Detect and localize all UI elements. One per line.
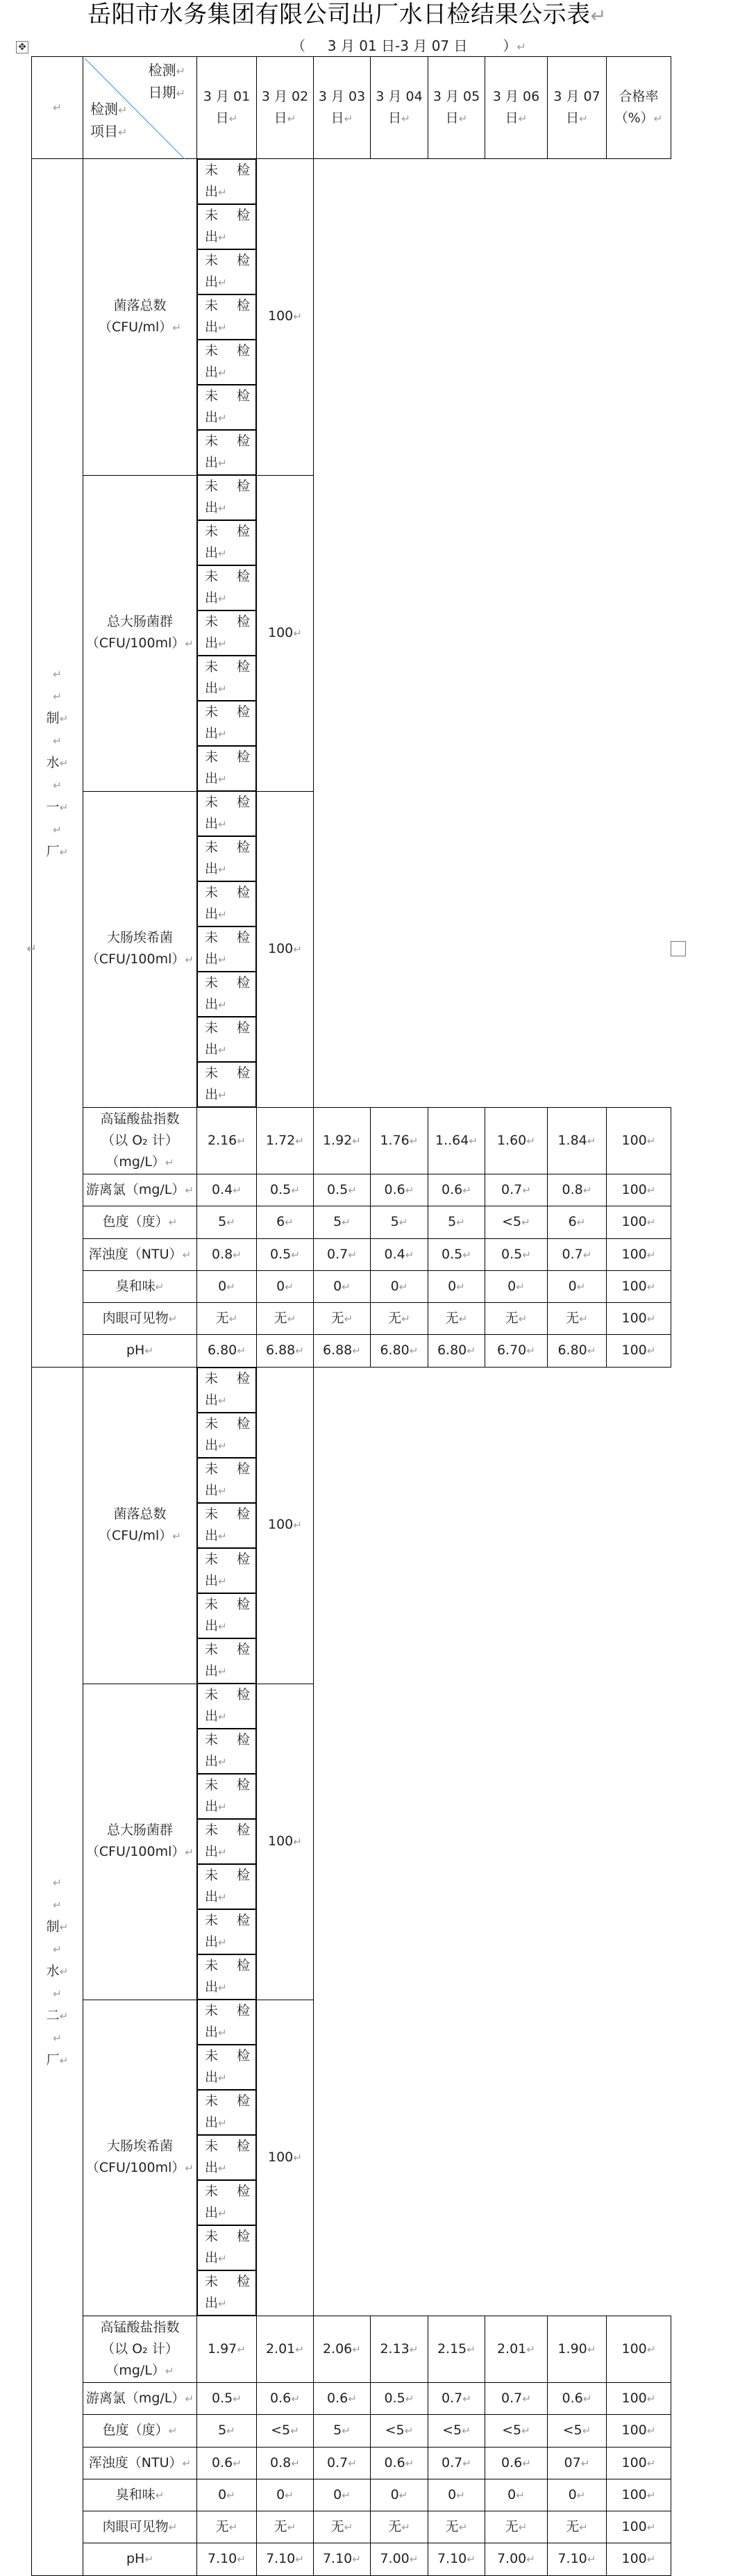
pass-rate-header: 合格率 （%）↵ xyxy=(607,57,671,159)
table-row xyxy=(32,1368,671,1684)
table-row xyxy=(32,2415,671,2448)
pass-rate-cell: 100↵ xyxy=(607,1303,671,1335)
table-resize-handle-icon[interactable] xyxy=(671,941,686,956)
value-cell: 0↵ xyxy=(428,1271,485,1303)
item-name-cell: pH↵ xyxy=(83,1335,197,1368)
value-cell: 5↵ xyxy=(197,2415,257,2448)
pass-rate-cell: 100↵ xyxy=(257,475,314,791)
item-name-cell: 浑浊度（NTU）↵ xyxy=(83,1239,197,1271)
value-cell: 0.5↵ xyxy=(257,1174,314,1206)
value-cell: 5↵ xyxy=(314,2415,371,2448)
item-name-cell: 菌落总数 （CFU/ml）↵ xyxy=(83,1368,197,1684)
value-cell: 未 检 出↵ xyxy=(197,791,256,836)
value-cell: 未 检 出↵ xyxy=(197,2270,256,2316)
value-cell: 无↵ xyxy=(548,2511,607,2543)
table-row xyxy=(32,2511,671,2543)
value-cell: 未 检 出↵ xyxy=(197,746,256,791)
value-cell: 0↵ xyxy=(197,1271,257,1303)
results-table xyxy=(31,56,671,2576)
pass-rate-cell: 100↵ xyxy=(257,1368,314,1684)
value-cell: 0↵ xyxy=(314,2479,371,2511)
value-cell: 0.7↵ xyxy=(428,2448,485,2479)
value-cell: 5↵ xyxy=(428,1206,485,1239)
item-name-cell: 肉眼可见物↵ xyxy=(83,1303,197,1335)
value-cell: 0.4↵ xyxy=(197,1174,257,1206)
date-header: 3 月 03 日↵ xyxy=(314,57,371,159)
diag-label-date: 检测↵ 日期↵ xyxy=(148,62,185,101)
value-cell: 无↵ xyxy=(371,2511,428,2543)
value-cell: 6.80↵ xyxy=(197,1335,257,1368)
date-header: 3 月 02 日↵ xyxy=(257,57,314,159)
value-cell: 7.00↵ xyxy=(485,2543,548,2576)
value-cell: 0↵ xyxy=(485,2479,548,2511)
value-cell: 1.84↵ xyxy=(548,1108,607,1174)
value-cell: 未 检 出↵ xyxy=(197,249,256,294)
value-cell: 2.15↵ xyxy=(428,2316,485,2383)
value-cell: 未 检 出↵ xyxy=(197,1548,256,1593)
value-cell: <5↵ xyxy=(257,2415,314,2448)
value-cell: 未 检 出↵ xyxy=(197,1819,256,1864)
value-cell: 未 检 出↵ xyxy=(197,1729,256,1774)
value-cell: <5↵ xyxy=(371,2415,428,2448)
value-cell: 1.92↵ xyxy=(314,1108,371,1174)
value-cell: 0.6↵ xyxy=(548,2383,607,2415)
value-cell: 未 检 出↵ xyxy=(197,2045,256,2090)
value-cell: 未 检 出↵ xyxy=(197,881,256,926)
value-cell: 0.5↵ xyxy=(257,1239,314,1271)
pass-rate-cell: 100↵ xyxy=(257,159,314,476)
pass-rate-cell: 100↵ xyxy=(607,2543,671,2576)
value-cell: 6.80↵ xyxy=(371,1335,428,1368)
value-cell: 7.10↵ xyxy=(428,2543,485,2576)
value-cell: 0↵ xyxy=(314,1271,371,1303)
value-cell: 0.6↵ xyxy=(428,1174,485,1206)
item-name-cell: 高锰酸盐指数 （以 O₂ 计） （mg/L）↵ xyxy=(83,2316,197,2383)
date-header: 3 月 04 日↵ xyxy=(371,57,428,159)
item-name-cell: 游离氯（mg/L）↵ xyxy=(83,1174,197,1206)
table-row xyxy=(32,475,671,791)
value-cell: 0↵ xyxy=(548,1271,607,1303)
value-cell: 未 检 出↵ xyxy=(197,1062,256,1107)
document-title: 岳阳市水务集团有限公司出厂水日检结果公示表↵ xyxy=(87,1,607,28)
value-cell: 未 检 出↵ xyxy=(197,1017,256,1062)
table-row xyxy=(32,1239,671,1271)
value-cell: 0↵ xyxy=(371,2479,428,2511)
value-cell: 0↵ xyxy=(548,2479,607,2511)
value-cell: 未 检 出↵ xyxy=(197,836,256,881)
item-name-cell: 臭和味↵ xyxy=(83,1271,197,1303)
value-cell: 未 检 出↵ xyxy=(197,1593,256,1638)
pass-rate-cell: 100↵ xyxy=(607,1271,671,1303)
pass-rate-cell: 100↵ xyxy=(607,2448,671,2479)
diag-label-item: 检测↵ 项目↵ xyxy=(90,101,128,140)
value-cell: 未 检 出↵ xyxy=(197,2225,256,2270)
value-cell: 0.5↵ xyxy=(314,1174,371,1206)
date-header: 3 月 07 日↵ xyxy=(548,57,607,159)
table-row xyxy=(32,2383,671,2415)
value-cell: 0.8↵ xyxy=(257,2448,314,2479)
value-cell: 无↵ xyxy=(485,2511,548,2543)
value-cell: 0.7↵ xyxy=(485,1174,548,1206)
value-cell: 1.97↵ xyxy=(197,2316,257,2383)
value-cell: 6↵ xyxy=(257,1206,314,1239)
value-cell: 未 检 出↵ xyxy=(197,2000,256,2045)
value-cell: 未 检 出↵ xyxy=(197,475,256,520)
pass-rate-cell: 100↵ xyxy=(607,1174,671,1206)
value-cell: 6.70↵ xyxy=(485,1335,548,1368)
value-cell: 未 检 出↵ xyxy=(197,1503,256,1548)
value-cell: 7.10↵ xyxy=(548,2543,607,2576)
plant-name-cell: ↵ ↵ 制↵ ↵ 水↵ ↵ 一↵ ↵ 厂↵ xyxy=(32,159,83,1368)
pass-rate-cell: 100↵ xyxy=(257,791,314,1108)
item-name-cell: 游离氯（mg/L）↵ xyxy=(83,2383,197,2415)
value-cell: 0.6↵ xyxy=(197,2448,257,2479)
value-cell: 0↵ xyxy=(257,1271,314,1303)
value-cell: 1.76↵ xyxy=(371,1108,428,1174)
item-name-cell: 总大肠菌群 （CFU/100ml）↵ xyxy=(83,475,197,791)
date-header: 3 月 01 日↵ xyxy=(197,57,257,159)
table-row xyxy=(32,2448,671,2479)
table-move-handle-icon[interactable]: ✥ xyxy=(16,41,28,53)
value-cell: 0.7↵ xyxy=(548,1239,607,1271)
table-row xyxy=(32,2479,671,2511)
value-cell: 0.8↵ xyxy=(197,1239,257,1271)
item-name-cell: 色度（度）↵ xyxy=(83,2415,197,2448)
plant-name-cell: ↵ ↵ 制↵ ↵ 水↵ ↵ 二↵ ↵ 厂↵ xyxy=(32,1368,83,2576)
value-cell: 7.10↵ xyxy=(197,2543,257,2576)
value-cell: 7.10↵ xyxy=(314,2543,371,2576)
table-row xyxy=(32,2316,671,2383)
table-row xyxy=(32,1271,671,1303)
value-cell: 0.6↵ xyxy=(257,2383,314,2415)
table-row xyxy=(32,1684,671,2000)
value-cell: 0.7↵ xyxy=(485,2383,548,2415)
pass-rate-cell: 100↵ xyxy=(607,1206,671,1239)
value-cell: 0↵ xyxy=(485,1271,548,1303)
value-cell: 无↵ xyxy=(485,1303,548,1335)
table-row xyxy=(32,2000,671,2316)
value-cell: 无↵ xyxy=(371,1303,428,1335)
value-cell: 未 检 出↵ xyxy=(197,385,256,430)
value-cell: 5↵ xyxy=(314,1206,371,1239)
value-cell: 0.5↵ xyxy=(371,2383,428,2415)
date-header: 3 月 05 日↵ xyxy=(428,57,485,159)
value-cell: 2.13↵ xyxy=(371,2316,428,2383)
table-row xyxy=(32,1335,671,1368)
value-cell: 2.01↵ xyxy=(485,2316,548,2383)
value-cell: 7.00↵ xyxy=(371,2543,428,2576)
value-cell: 未 检 出↵ xyxy=(197,1368,256,1413)
value-cell: 未 检 出↵ xyxy=(197,2135,256,2180)
table-row xyxy=(32,1108,671,1174)
pass-rate-cell: 100↵ xyxy=(257,1684,314,2000)
value-cell: 0.5↵ xyxy=(485,1239,548,1271)
value-cell: 0.7↵ xyxy=(428,2383,485,2415)
value-cell: 1..64↵ xyxy=(428,1108,485,1174)
value-cell: 无↵ xyxy=(197,2511,257,2543)
value-cell: 6.88↵ xyxy=(257,1335,314,1368)
value-cell: 未 检 出↵ xyxy=(197,1413,256,1458)
value-cell: 0.7↵ xyxy=(314,2448,371,2479)
value-cell: 0↵ xyxy=(371,1271,428,1303)
value-cell: 2.06↵ xyxy=(314,2316,371,2383)
value-cell: 0↵ xyxy=(197,2479,257,2511)
item-name-cell: 大肠埃希菌 （CFU/100ml）↵ xyxy=(83,791,197,1108)
value-cell: 1.90↵ xyxy=(548,2316,607,2383)
item-name-cell: 浑浊度（NTU）↵ xyxy=(83,2448,197,2479)
value-cell: 无↵ xyxy=(197,1303,257,1335)
value-cell: 无↵ xyxy=(548,1303,607,1335)
table-row xyxy=(32,1174,671,1206)
value-cell: 未 检 出↵ xyxy=(197,2180,256,2225)
value-cell: 6.88↵ xyxy=(314,1335,371,1368)
value-cell: 未 检 出↵ xyxy=(197,1638,256,1684)
value-cell: 0↵ xyxy=(257,2479,314,2511)
value-cell: 未 检 出↵ xyxy=(197,972,256,1017)
value-cell: 0.6↵ xyxy=(314,2383,371,2415)
value-cell: 未 检 出↵ xyxy=(197,656,256,701)
item-name-cell: 总大肠菌群 （CFU/100ml）↵ xyxy=(83,1684,197,2000)
pass-rate-cell: 100↵ xyxy=(607,2511,671,2543)
value-cell: 0.5↵ xyxy=(428,1239,485,1271)
pass-rate-cell: 100↵ xyxy=(607,2316,671,2383)
value-cell: 未 检 出↵ xyxy=(197,1458,256,1503)
value-cell: 0.4↵ xyxy=(371,1239,428,1271)
value-cell: 0.6↵ xyxy=(485,2448,548,2479)
value-cell: <5↵ xyxy=(548,2415,607,2448)
value-cell: 未 检 出↵ xyxy=(197,2090,256,2135)
diagonal-header-cell xyxy=(83,57,197,159)
table-row xyxy=(32,1206,671,1239)
value-cell: 2.01↵ xyxy=(257,2316,314,2383)
pass-rate-cell: 100↵ xyxy=(607,2383,671,2415)
value-cell: 未 检 出↵ xyxy=(197,1864,256,1909)
value-cell: 无↵ xyxy=(428,2511,485,2543)
value-cell: 未 检 出↵ xyxy=(197,565,256,610)
value-cell: 未 检 出↵ xyxy=(197,520,256,565)
table-row xyxy=(32,791,671,1108)
value-cell: 1.72↵ xyxy=(257,1108,314,1174)
value-cell: 未 检 出↵ xyxy=(197,159,256,204)
table-row xyxy=(32,1303,671,1335)
item-name-cell: 高锰酸盐指数 （以 O₂ 计） （mg/L）↵ xyxy=(83,1108,197,1174)
value-cell: 0.8↵ xyxy=(548,1174,607,1206)
value-cell: 6.80↵ xyxy=(428,1335,485,1368)
value-cell: 无↵ xyxy=(314,1303,371,1335)
value-cell: 5↵ xyxy=(371,1206,428,1239)
date-range-subtitle: （ 3 月 01 日-3 月 07 日 ）↵ xyxy=(292,38,526,54)
pass-rate-cell: 100↵ xyxy=(607,2479,671,2511)
date-header: 3 月 06 日↵ xyxy=(485,57,548,159)
value-cell: 6.80↵ xyxy=(548,1335,607,1368)
value-cell: 1.60↵ xyxy=(485,1108,548,1174)
value-cell: 无↵ xyxy=(257,2511,314,2543)
value-cell: <5↵ xyxy=(485,2415,548,2448)
value-cell: 未 检 出↵ xyxy=(197,1774,256,1819)
value-cell: 未 检 出↵ xyxy=(197,1954,256,2000)
pass-rate-cell: 100↵ xyxy=(607,2415,671,2448)
value-cell: 6↵ xyxy=(548,1206,607,1239)
value-cell: 无↵ xyxy=(257,1303,314,1335)
value-cell: 0.6↵ xyxy=(371,1174,428,1206)
value-cell: 未 检 出↵ xyxy=(197,1909,256,1954)
paragraph-mark-icon: ↵ xyxy=(26,942,37,956)
value-cell: 0.6↵ xyxy=(371,2448,428,2479)
value-cell: 0.5↵ xyxy=(197,2383,257,2415)
value-cell: 未 检 出↵ xyxy=(197,1684,256,1729)
item-name-cell: 肉眼可见物↵ xyxy=(83,2511,197,2543)
value-cell: 2.16↵ xyxy=(197,1108,257,1174)
pass-rate-cell: 100↵ xyxy=(607,1108,671,1174)
value-cell: 5↵ xyxy=(197,1206,257,1239)
value-cell: 未 检 出↵ xyxy=(197,430,256,475)
table-row xyxy=(32,2543,671,2576)
value-cell: 无↵ xyxy=(314,2511,371,2543)
table-row xyxy=(32,159,671,476)
pass-rate-cell: 100↵ xyxy=(607,1239,671,1271)
item-name-cell: 菌落总数 （CFU/ml）↵ xyxy=(83,159,197,476)
value-cell: <5↵ xyxy=(485,1206,548,1239)
item-name-cell: 臭和味↵ xyxy=(83,2479,197,2511)
item-name-cell: pH↵ xyxy=(83,2543,197,2576)
value-cell: 未 检 出↵ xyxy=(197,204,256,249)
value-cell: 0↵ xyxy=(428,2479,485,2511)
item-name-cell: 色度（度）↵ xyxy=(83,1206,197,1239)
header-row xyxy=(32,57,671,159)
value-cell: 未 检 出↵ xyxy=(197,294,256,340)
value-cell: 07↵ xyxy=(548,2448,607,2479)
value-cell: 无↵ xyxy=(428,1303,485,1335)
value-cell: 0.7↵ xyxy=(314,1239,371,1271)
value-cell: 未 检 出↵ xyxy=(197,610,256,656)
corner-cell: ↵ xyxy=(32,57,83,159)
pass-rate-cell: 100↵ xyxy=(257,2000,314,2316)
value-cell: 未 检 出↵ xyxy=(197,701,256,746)
value-cell: <5↵ xyxy=(428,2415,485,2448)
value-cell: 未 检 出↵ xyxy=(197,340,256,385)
value-cell: 未 检 出↵ xyxy=(197,926,256,972)
item-name-cell: 大肠埃希菌 （CFU/100ml）↵ xyxy=(83,2000,197,2316)
value-cell: 7.10↵ xyxy=(257,2543,314,2576)
pass-rate-cell: 100↵ xyxy=(607,1335,671,1368)
